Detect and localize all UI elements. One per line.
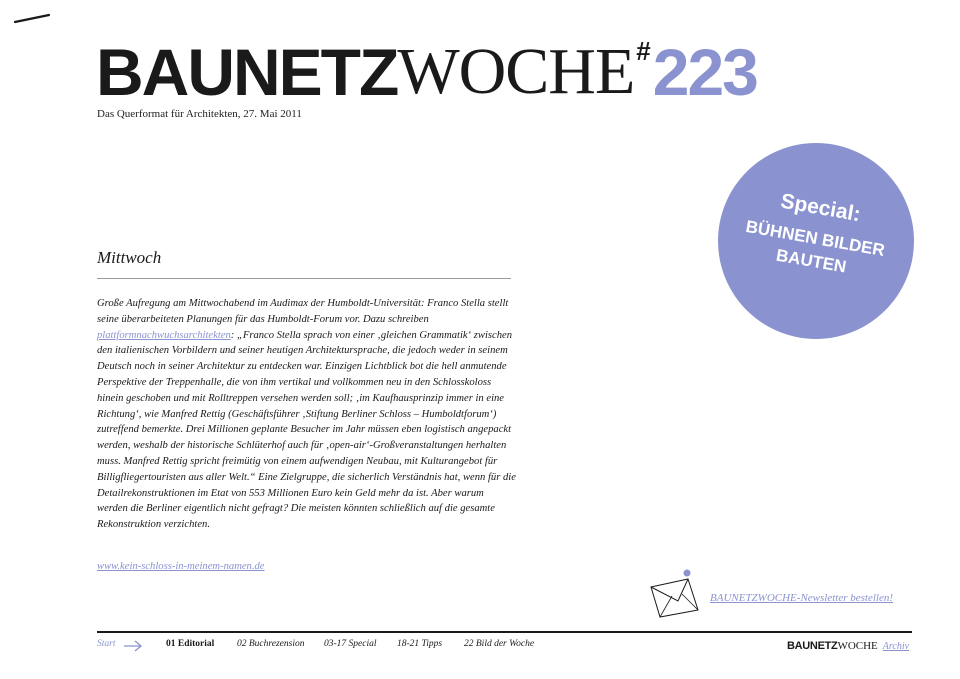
footer-brand-serif: WOCHE [837,640,878,652]
masthead-brand-bold: BAUNETZ [96,35,398,109]
external-website-link[interactable]: www.kein-schloss-in-meinem-namen.de [97,561,265,572]
nav-bild-der-woche[interactable]: 22 Bild der Woche [464,639,535,649]
nav-start-link[interactable]: Start [97,639,116,649]
article-day-heading: Mittwoch [97,248,162,267]
nav-tipps[interactable]: 18-21 Tipps [397,639,443,649]
masthead-subtitle: Das Querformat für Architekten, 27. Mai 2011 [97,108,302,120]
masthead [96,35,757,109]
masthead-brand-serif: WOCHE [397,35,635,108]
corner-mark-icon [13,12,51,24]
special-badge-title: BÜHNEN BILDER BAUTEN [744,216,887,277]
footer-brand [787,640,909,652]
special-badge-label: Special: [778,189,863,227]
nav-arrow-icon[interactable] [123,640,143,655]
article-text-part2: : „Franco Stella sprach von einer ‚gleichen Grammatik‘ zwischen den italienischen Vorbildern und seiner heutigen Architektursprache, die jedoch weder in seinem Deutsch noch in seiner Architektur zu entdecken war. Einzigen Lichtblick bot die hell anmutende Perspektive der Treppenhalle, die von ihm vertikal und vollkommen neu in den Schlosskoloss hinein geschoben und mit Rolltreppen versehen werden soll; ‚im Kaufhausprinzip immer in eine Richtung‘, wie Manfred Rettig (Geschäftsführer ‚Stiftung Berliner Schloss – Humboldtforum‘) zutreffend bemerkte. Drei Millionen geplante Besucher im Jahr müssen eben logistisch angepackt werden, weshalb der historische Schlüterhof auch für ‚open-air‘-Großveranstaltungen herhalten muss. Manfred Rettig spricht freimütig von einem aufwendigen Neubau, mit Kulturangebot für Billigfliegertouristen aus aller Welt.“ Eine Zielgruppe, die sicherlich Verständnis hat, wenn für die Detailrekonstruktionen im Etat von 553 Millionen Euro kein Geld mehr da ist. Aber warum werden die Berliner eigentlich nicht gefragt? Die meisten könnten schließlich auf die gesamte Rekonstruktion verzichten. [97,329,516,531]
nav-special[interactable]: 03-17 Special [324,639,377,649]
issue-number: 223 [652,35,757,109]
article-text-part1: Große Aufregung am Mittwochabend im Audimax der Humboldt-Universität: Franco Stella stellt seine überarbeiteten Planungen für das Humboldt-Forum vor. Dazu schreiben [97,298,509,325]
nav-buchrezension[interactable]: 02 Buchrezension [237,639,305,649]
heading-divider [97,278,511,279]
footer-brand-bold: BAUNETZ [787,640,838,652]
masthead-hash: # [636,36,651,66]
special-badge[interactable] [718,143,914,339]
article-body [97,296,517,533]
newsletter-envelope-icon[interactable] [648,568,704,618]
footer-divider [97,631,912,633]
nav-editorial[interactable]: 01 Editorial [166,639,215,649]
archive-link[interactable]: Archiv [882,641,910,652]
newsletter-subscribe-link[interactable]: BAUNETZWOCHE-Newsletter bestellen! [710,592,894,604]
platform-link[interactable]: plattformnachwuchsarchitekten [97,329,231,341]
